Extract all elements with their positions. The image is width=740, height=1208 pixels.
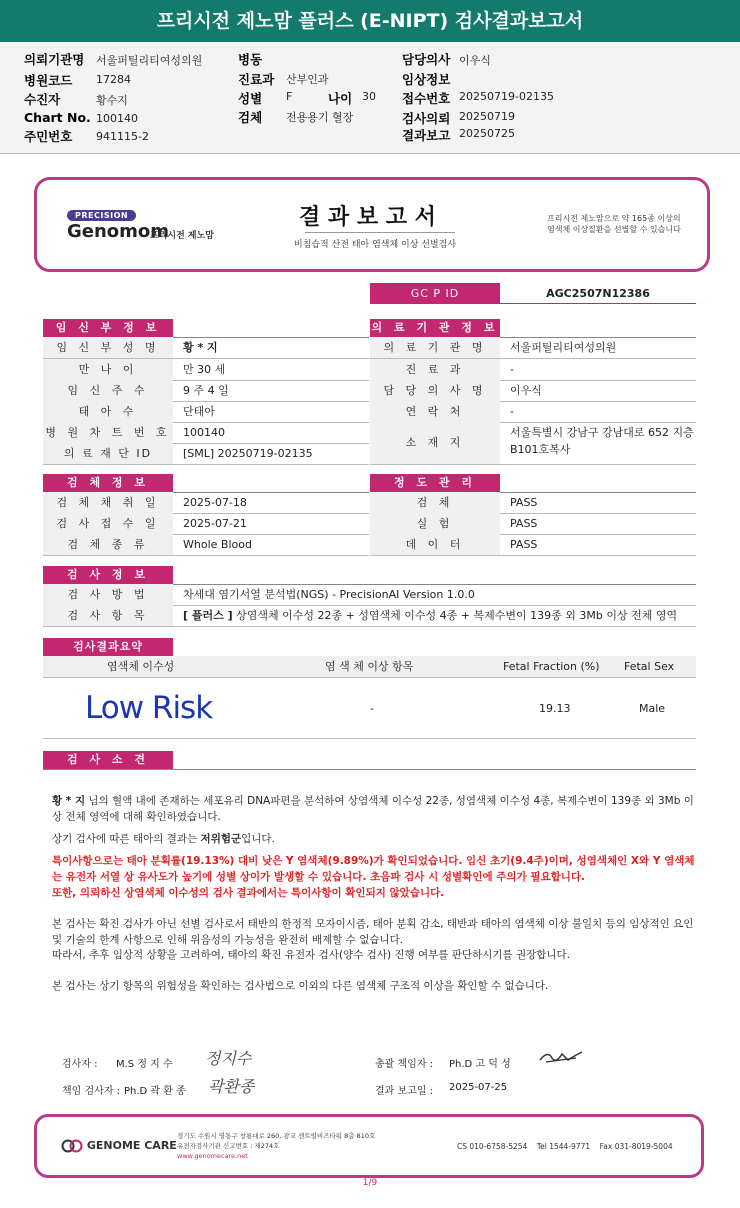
collection-date-value: 2025-07-18 [183,496,247,509]
pregnant-name-value: 황 * 지 [183,341,218,354]
specimen-value: 전용용기 혈장 [286,111,354,124]
inst-address-line2: B101호복사 [510,443,571,456]
pregnant-weeks-label: 임 신 주 수 [43,380,173,401]
receipt-value: 20250719-02135 [459,90,554,103]
receipt-label: 접수번호 [402,91,451,106]
patient-header [0,42,740,154]
chief-signature: 곽환종 [208,1077,255,1096]
banner-tagline-2: 염색체 이상질환을 선별할 수 있습니다 [547,225,681,234]
pregnant-weeks-value: 9 주 4 일 [183,384,229,397]
chart-number-label: 병 원 차 트 번 호 [43,422,173,443]
report-date-value-2: 2025-07-25 [449,1082,508,1093]
findings-paragraph-2 [52,831,702,847]
footer-fax: Fax 031-8019-5004 [599,1142,673,1151]
test-method-value: 차세대 염기서열 분석법(NGS) - PrecisionAI Version 1.0.0 [183,588,475,601]
findings-p1: 님의 혈액 내에 존재하는 세포유리 DNA파편을 분석하여 상염색체 이수성 22종, 성염색체 이수성 4종, 복제수변이 139종 외 3Mb 이상 전체 영역에 대해 확인하였습니다. [52,795,694,823]
gcpid-value: AGC2507N12386 [500,283,696,304]
risk-result: Low Risk [85,690,213,726]
test-item-desc: 상염색체 이수성 22종 + 성염색체 이수성 4종 + 복제수변이 139종 외 3Mb 이상 전체 영역 [232,609,678,622]
findings-risk-group: 저위험군 [200,833,242,845]
id-no-value: 941115-2 [96,130,149,143]
banner-tagline [547,213,681,235]
inst-contact-label: 연 락 처 [370,401,500,422]
hospital-code-value: 17284 [96,73,131,86]
precision-badge: PRECISION [67,210,136,221]
test-item-value [183,605,677,626]
findings-rule [43,769,696,770]
patient-value: 황수지 [96,94,128,107]
footer-tel: Tel 1544-9771 [536,1142,591,1151]
row-divider [370,464,696,465]
inst-address-value [510,424,694,458]
received-date-label: 검 사 접 수 일 [43,513,173,534]
sex-value: F [286,90,293,103]
chart-number-value: 100140 [183,426,225,439]
doctor-value: 이우식 [459,54,491,67]
fetal-fraction-value: 19.13 [539,702,571,715]
institution-label: 의뢰기관명 [24,52,85,67]
inst-name-label: 의 료 기 관 명 [370,337,500,358]
footer-address-1: 경기도 수원시 영통구 창룡대로 260, 광교 센트럴비즈타워 8층 810호 [177,1132,376,1140]
row-divider [43,677,696,678]
head-label: 총괄 책임자 : [375,1059,434,1070]
genome-care-mark-icon [61,1139,83,1153]
request-value: 20250719 [459,110,515,123]
footer-address [177,1131,375,1161]
genome-care-name: GENOME CARE [86,1139,177,1152]
gcpid-label: GC P ID [370,283,500,304]
row-divider [43,464,369,465]
findings-paragraph-1 [52,793,702,825]
chart-no-value: 100140 [96,112,138,125]
page-number: 1/9 [362,1178,378,1188]
test-item-label: 검 사 항 목 [43,605,173,626]
id-no-label: 주민번호 [24,129,73,144]
qc-specimen-value: PASS [510,496,538,509]
summary-col-sex: Fetal Sex [624,660,675,673]
qc-data-value: PASS [510,538,538,551]
head-name: Ph.D 고 덕 성 [449,1059,511,1070]
fetus-count-value: 단태아 [183,405,215,418]
genome-care-logo [61,1139,177,1153]
row-divider [43,738,696,739]
summary-header: 검사결과요약 [43,638,173,656]
report-banner [34,177,710,272]
pregnant-name-label: 임 신 부 성 명 [43,337,173,358]
chart-no-label: Chart No. [24,110,91,125]
findings-paragraph-3: 특이사항으로는 태아 분획률(19.13%) 대비 낮은 Y 염색체(9.89%)가 확인되었습니다. 임신 초기(9.4주)이며, 성염색체인 X와 Y 염색체는 유전자 서열 상 유사도가 높기에 성별 상이가 발생할 수 있습니다. 초음파 검사 시 성별확인에 주의가 필요합니다. [52,855,695,883]
qc-experiment-value: PASS [510,517,538,530]
age-label: 나이 [328,91,353,106]
qc-data-label: 데 이 터 [370,534,500,555]
foundation-id-label: 의 료 재 단 ID [43,443,173,464]
tester-label: 검사자 : [62,1059,98,1070]
qc-experiment-label: 실 험 [370,513,500,534]
inst-dept-label: 진 료 과 [370,359,500,380]
ward-label: 병동 [238,52,263,67]
specimen-label: 검체 [238,110,263,125]
specimen-type-label: 검 체 종 류 [43,534,173,555]
summary-col-ff: Fetal Fraction (%) [503,660,600,673]
inst-doctor-value: 이우식 [510,384,542,397]
pregnant-age-label: 만 나 이 [43,359,173,380]
report-date-label-2: 결과 보고일 : [375,1086,434,1097]
report-date-value: 20250725 [459,127,515,140]
inst-doctor-label: 담 당 의 사 명 [370,380,500,401]
age-value: 30 [362,90,376,103]
chief-label: 책임 검사자 : [62,1086,121,1097]
banner-tagline-1: 프리시전 제노맘으로 약 165종 이상의 [547,214,681,223]
inst-dept-value: - [510,363,514,376]
inst-contact-value: - [510,405,514,418]
footer-url[interactable]: www.genomecare.net [177,1152,248,1160]
inst-address-label: 소 재 지 [370,422,500,464]
sex-label: 성별 [238,91,263,106]
tester-signature: 정지수 [205,1049,252,1068]
footer-address-2: 유전자검사기관 신고번호 : 제274호 [177,1142,280,1150]
footer-cs: CS 010-6758-5254 [457,1142,528,1151]
institution-value: 서울퍼틸리티여성의원 [96,54,203,67]
row-divider [43,626,696,627]
banner-subtitle: 비침습적 산전 태아 염색체 이상 선별검사 [293,240,457,250]
report-title-bar [0,0,740,42]
qc-header: 정 도 관 리 [370,474,500,492]
tester-name: M.S 정 지 수 [116,1059,173,1070]
findings-p2b: 입니다. [241,833,275,845]
summary-col-aneuploidy: 염색체 이수성 [107,660,175,673]
test-info-header: 검 사 정 보 [43,566,173,584]
qc-specimen-label: 검 체 [370,492,500,513]
genomom-logo: Genomom [67,221,170,242]
inst-address-line1: 서울특별시 강남구 강남대로 652 지층 [510,426,694,439]
findings-paragraph-4: 본 검사는 확진 검사가 아닌 선별 검사로서 태반의 한정적 모자이시즘, 태아 분획 감소, 태반과 태아의 염색체 이상 불일치 등의 임상적인 요인 및 기술의 한계 사항으로 인해 위음성의 가능성을 완전히 배제할 수 없습니다. [52,918,694,946]
footer-contacts [457,1142,673,1151]
banner-title: 결 과 보 고 서 [299,205,436,230]
hospital-code-label: 병원코드 [24,73,73,88]
head-signature [538,1046,586,1068]
findings-paragraph-6: 본 검사는 상기 항목의 위험성을 확인하는 검사법으로 이외의 다른 염색체 구조적 이상을 확인할 수 없습니다. [52,980,549,992]
dept-label: 진료과 [238,72,275,87]
doctor-label: 담당의사 [402,52,451,67]
specimen-type-value: Whole Blood [183,538,252,551]
footer-box [34,1114,704,1178]
row-divider [43,555,369,556]
test-item-plus: [ 플러스 ] [183,609,233,622]
institution-info-header: 의 료 기 관 정 보 [370,319,500,337]
banner-divider [305,232,455,233]
chief-name: Ph.D 곽 환 종 [124,1086,186,1097]
row-divider [370,555,696,556]
pregnant-age-value: 만 30 세 [183,363,226,376]
findings-paragraph-3b: 또한, 의뢰하신 상염색체 이수성의 검사 결과에서는 특이사항이 확인되지 않았습니다. [52,887,445,899]
findings-p2a: 상기 검사에 따른 태아의 결과는 [52,833,201,845]
test-method-label: 검 사 방 법 [43,584,173,605]
report-title: 프리시전 제노맘 플러스 (E-NIPT) 검사결과보고서 [156,10,584,32]
received-date-value: 2025-07-21 [183,517,247,530]
foundation-id-value: [SML] 20250719-02135 [183,447,313,460]
findings-paragraph-5: 따라서, 추후 임상적 상황을 고려하여, 태아의 확진 유전자 검사(양수 검사) 진행 여부를 판단하시기를 권장합니다. [52,949,571,961]
clinical-label: 임상정보 [402,72,451,87]
collection-date-label: 검 체 채 취 일 [43,492,173,513]
findings-patient: 황 * 지 [52,795,86,807]
request-label: 검사의뢰 [402,111,451,126]
genomom-sub: 프리시전 제노맘 [150,231,214,241]
summary-col-abnormal: 염 색 체 이상 항목 [325,660,414,673]
patient-label: 수진자 [24,92,61,107]
abnormal-items-value: - [370,702,374,715]
fetal-sex-value: Male [639,702,666,715]
pregnant-info-header: 임 신 부 정 보 [43,319,173,337]
fetus-count-label: 태 아 수 [43,401,173,422]
inst-name-value: 서울퍼틸리티여성의원 [510,341,617,354]
dept-value: 산부인과 [286,73,329,86]
findings-header: 검 사 소 견 [43,751,173,769]
report-date-label: 결과보고 [402,128,451,143]
specimen-info-header: 검 체 정 보 [43,474,173,492]
